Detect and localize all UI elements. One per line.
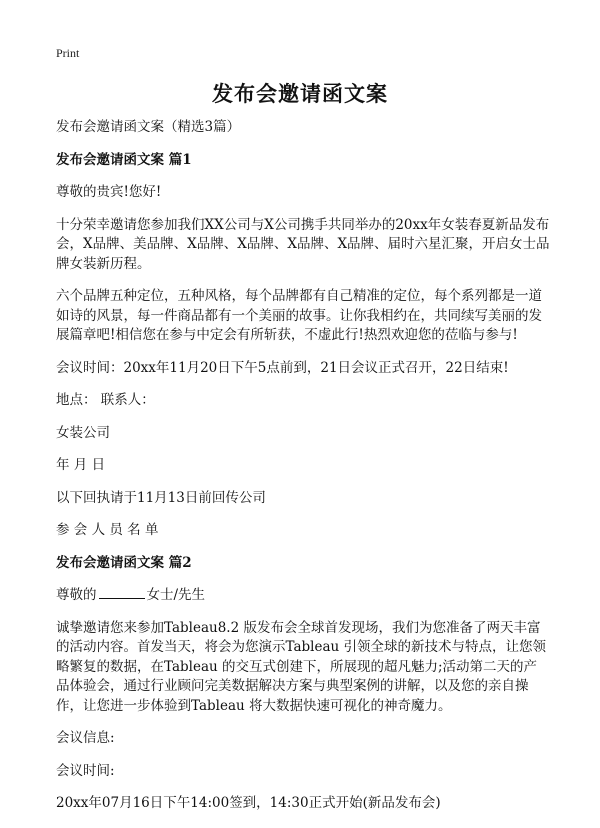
greeting-2 (56, 586, 550, 606)
name-blank (99, 586, 145, 599)
meeting-time-1: 会议时间：20xx年11月20日下午5点前到，21日会议正式召开，22日结束! (56, 359, 509, 376)
page-title: 发布会邀请函文案 (212, 81, 388, 106)
meeting-time-2: 20xx年07月16日下午14:00签到，14:30正式开始(新品发布会) (56, 795, 441, 811)
paragraph-1-1: 十分荣幸邀请您参加我们XX公司与X公司携手共同举办的20xx年女装春夏新品发布会，X品牌、美品牌、X品牌、X品牌、X品牌、X品牌、届时六星汇聚，开启女士品牌女装新历程。 (56, 216, 550, 272)
paragraph-2-1: 诚挚邀请您来参加Tableau8.2 版发布会全球首发现场，我们为您准备了两天丰富的活动内容。首发当天，将会为您演示Tableau 引领全球的新技术与特点，让您领略繁复的数据，在Tableau 的交互式创建下，所展现的超凡魅力;活动第二天的产品体验会，通过行业顾问完美数据解决方案与典型案例的讲解，以及您的亲自操作，让您进一步体验到Tableau 将大数据快速可视化的神奇魔力。 (56, 619, 546, 714)
greeting-prefix: 尊敬的 (56, 587, 97, 603)
location-contact: 地点： 联系人： (56, 392, 155, 408)
reply-note: 以下回执请于11月13日前回传公司 (56, 489, 266, 506)
meeting-info-label: 会议信息: (56, 730, 115, 746)
section-heading-2: 发布会邀请函文案 篇2 (56, 554, 192, 571)
greeting-suffix: 女士/先生 (146, 587, 206, 603)
meeting-time-label: 会议时间: (56, 762, 115, 779)
paragraph-1-2: 六个品牌五种定位，五种风格，每个品牌都有自己精准的定位，每个系列都是一道如诗的风景，每一件商品都有一个美丽的故事。让你我相约在，共同续写美丽的发展篇章吧!相信您在参与中定会有所斩获，不虚此行!热烈欢迎您的莅临与参与! (56, 288, 542, 343)
attendee-list-title: 参 会 人 员 名 单 (56, 522, 159, 538)
greeting-1: 尊敬的贵宾!您好! (56, 184, 162, 200)
section-heading-1: 发布会邀请函文案 篇1 (56, 151, 192, 168)
company-name: 女装公司 (56, 424, 110, 441)
print-label: Print (56, 46, 80, 60)
document-subtitle: 发布会邀请函文案（精选3篇） (56, 119, 241, 135)
document-body (56, 118, 550, 827)
signature-date: 年 月 日 (56, 457, 106, 473)
